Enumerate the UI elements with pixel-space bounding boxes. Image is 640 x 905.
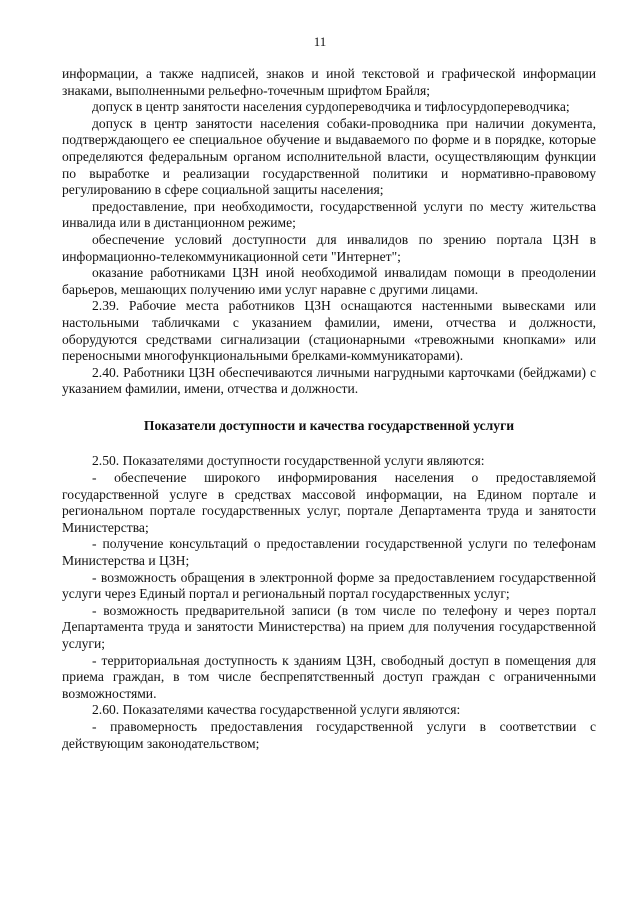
paragraph-portal-accessibility: обеспечение условий доступности для инвалидов по зрению портала ЦЗН в информационно-телекоммуникационной сети "Интернет";	[62, 231, 596, 264]
paragraph-guide-dog: допуск в центр занятости населения собаки-проводника при наличии документа, подтверждающего ее специальное обучение и выдаваемого по форме и в порядке, которые определяются федеральным органом исполнительной власти, осуществляющим функции по выработке и реализации государственной политики и нормативно-правовому регулированию в сфере социальной защиты населения;	[62, 115, 596, 198]
list-item-consultations: - получение консультаций о предоставлении государственной услуги по телефонам Министерства и ЦЗН;	[62, 536, 596, 569]
paragraph-assistance: оказание работниками ЦЗН иной необходимой инвалидам помощи в преодолении барьеров, мешающих получению ими услуг наравне с другими лицами.	[62, 265, 596, 297]
paragraph-braille: информации, а также надписей, знаков и иной текстовой и графической информации знаками, выполненными рельефно-точечным шрифтом Брайля;	[62, 66, 596, 98]
paragraph-2-39: 2.39. Рабочие места работников ЦЗН оснащаются настенными вывесками или настольными табличками с указанием фамилии, имени, отчества и должности, оборудуются средствами сигнализации (стационарными «тревожными кнопками» или переносными многофункциональными брелками-коммуникаторами).	[62, 298, 596, 364]
list-item-territorial-access: - территориальная доступность к зданиям ЦЗН, свободный доступ в помещения для приема граждан, в том числе беспрепятственный доступ граждан с ограниченными возможностями.	[62, 652, 596, 701]
list-item-informing: - обеспечение широкого информирования населения о предоставляемой государственной услуге в средствах массовой информации, на Едином портале и региональном портале государственных услуг, портале Департамента труда и занятости Министерства;	[62, 470, 596, 535]
paragraph-2-60: 2.60. Показателями качества государственной услуги являются:	[92, 702, 461, 718]
list-item-pre-registration: - возможность предварительной записи (в том числе по телефону и через портал Департамента труда и занятости Министерства) на прием для получения государственной услуги;	[62, 602, 596, 651]
list-item-lawfulness: - правомерность предоставления государственной услуги в соответствии с действующим законодательством;	[62, 718, 596, 751]
paragraph-sign-interpreter: допуск в центр занятости населения сурдопереводчика и тифлосурдопереводчика;	[92, 99, 570, 115]
paragraph-2-40: 2.40. Работники ЦЗН обеспечиваются личными нагрудными карточками (бейджами) с указанием фамилии, имени, отчества и должности.	[62, 364, 596, 397]
page-number: 11	[313, 34, 327, 49]
list-item-electronic-application: - возможность обращения в электронной форме за предоставлением государственной услуги через Единый портал и региональный портал государственных услуг;	[62, 569, 596, 602]
paragraph-2-50: 2.50. Показателями доступности государственной услуги являются:	[92, 453, 485, 469]
section-heading: Показатели доступности и качества государственной услуги	[143, 417, 515, 433]
paragraph-remote-service: предоставление, при необходимости, государственной услуги по месту жительства инвалида или в дистанционном режиме;	[62, 198, 596, 231]
document-body	[62, 66, 596, 752]
